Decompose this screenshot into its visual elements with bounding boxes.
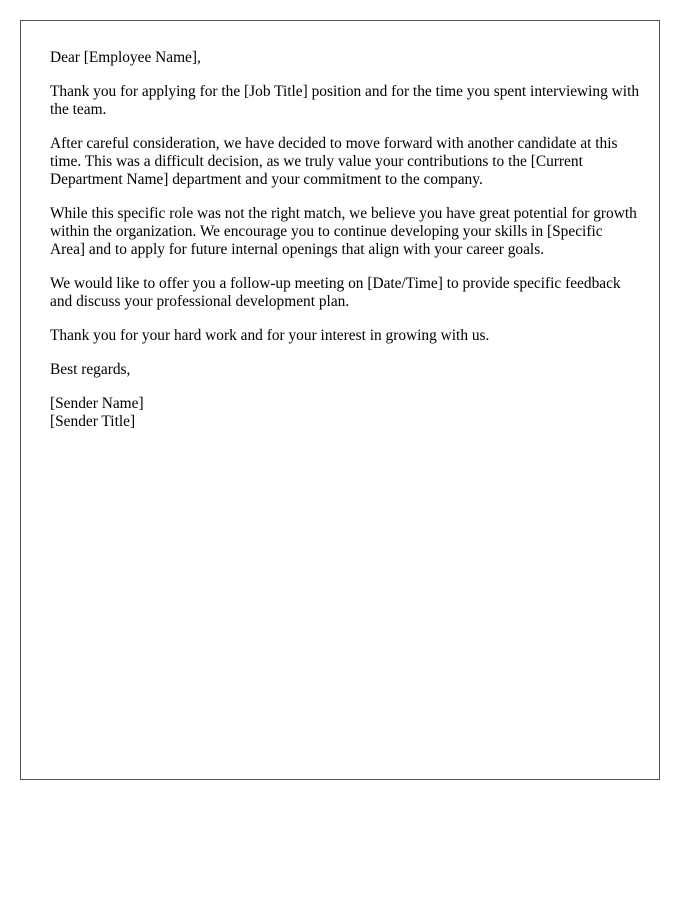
sender-title: [Sender Title] — [50, 413, 136, 430]
paragraph-follow-up: We would like to offer you a follow-up meeting on [Date/Time] to provide specific feedback and discuss your professional development plan. — [50, 275, 621, 310]
paragraph-potential: While this specific role was not the right match, we believe you have great potential for growth within the organization. We encourage you to continue developing your skills in [Specific Area] and to apply for future internal openings that align with your career goals. — [50, 205, 637, 258]
letter-page — [20, 20, 660, 780]
paragraph-decision: After careful consideration, we have decided to move forward with another candidate at this time. This was a difficult decision, as we truly value your contributions to the [Current Department Name] department and your commitment to the company. — [50, 135, 618, 188]
letter-body — [50, 49, 640, 431]
salutation: Dear [Employee Name], — [50, 49, 201, 66]
sender-name: [Sender Name] — [50, 395, 144, 412]
paragraph-job-title: Thank you for applying for the [Job Title] position and for the time you spent interviewing with the team. — [50, 83, 640, 118]
paragraph-thanks: Thank you for your hard work and for your interest in growing with us. — [50, 327, 490, 344]
closing: Best regards, — [50, 361, 131, 378]
signature-block — [50, 395, 640, 431]
